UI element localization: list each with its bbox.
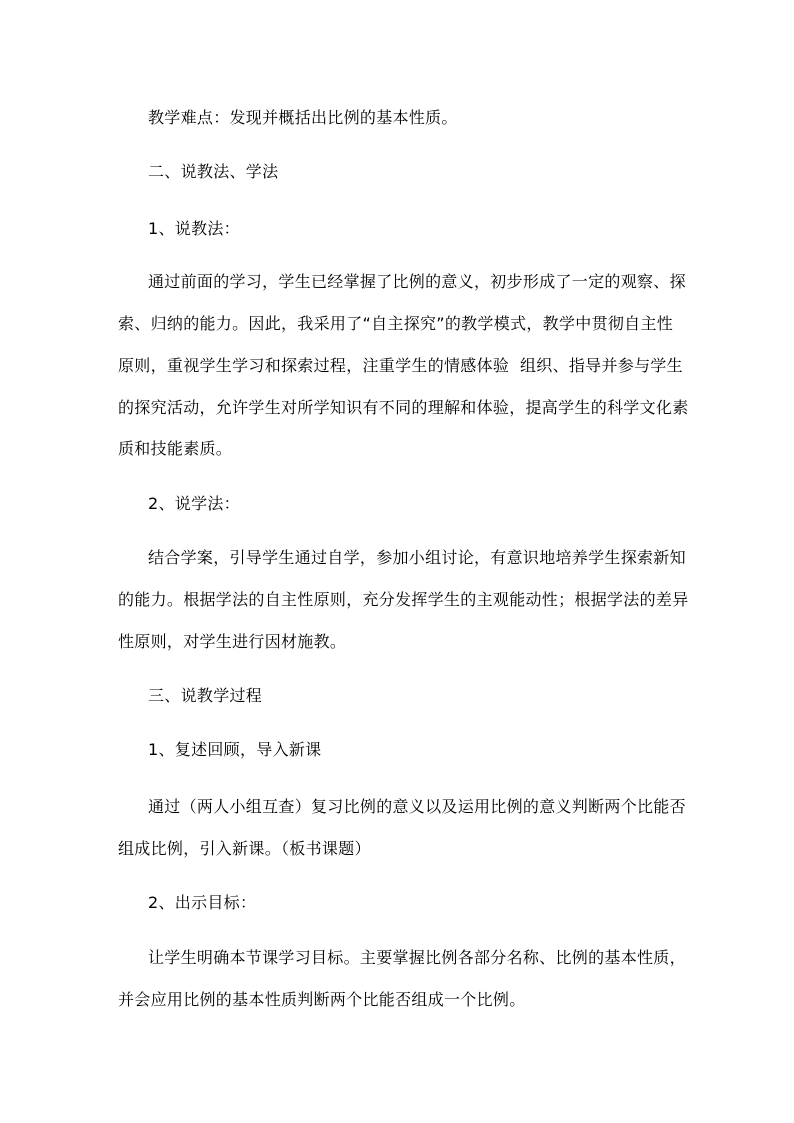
paragraph-line: 性原则，对学生进行因材施教。 — [118, 632, 347, 651]
paragraph-line: 让学生明确本节课学习目标。主要掌握比例各部分名称、比例的基本性质， — [148, 948, 686, 967]
subsection-heading: 1、说教法： — [148, 219, 240, 238]
paragraph-line: 通过前面的学习，学生已经掌握了比例的意义，初步形成了一定的观察、探 — [148, 272, 686, 291]
paragraph-line: 通过（两人小组互查）复习比例的意义以及运用比例的意义判断两个比能否 — [148, 797, 686, 816]
paragraph-line: 质和技能素质。 — [118, 439, 233, 458]
paragraph-line: 的探究活动，允许学生对所学知识有不同的理解和体验，提高学生的科学文化素 — [118, 398, 689, 417]
teaching-difficulty: 教学难点：发现并概括出比例的基本性质。 — [148, 108, 458, 127]
subsection-heading: 1、复述回顾，导入新课 — [148, 740, 322, 759]
paragraph-line: 的能力。根据学法的自主性原则，充分发挥学生的主观能动性；根据学法的差异 — [118, 590, 689, 609]
paragraph-line: 并会应用比例的基本性质判断两个比能否组成一个比例。 — [118, 990, 526, 1009]
section-heading-3: 三、说教学过程 — [148, 686, 263, 705]
paragraph-line: 组成比例，引入新课。（板书课题） — [118, 839, 371, 858]
paragraph-line: 索、归纳的能力。因此，我采用了“自主探究”的教学模式，教学中贯彻自主性 — [118, 314, 674, 333]
subsection-heading: 2、出示目标： — [148, 893, 257, 912]
paragraph-line: 原则，重视学生学习和探索过程，注重学生的情感体验 组织、指导并参与学生 — [118, 356, 683, 375]
section-heading-2: 二、说教法、学法 — [148, 162, 279, 181]
subsection-heading: 2、说学法： — [148, 494, 240, 513]
paragraph-line: 结合学案，引导学生通过自学，参加小组讨论，有意识地培养学生探索新知 — [148, 548, 686, 567]
